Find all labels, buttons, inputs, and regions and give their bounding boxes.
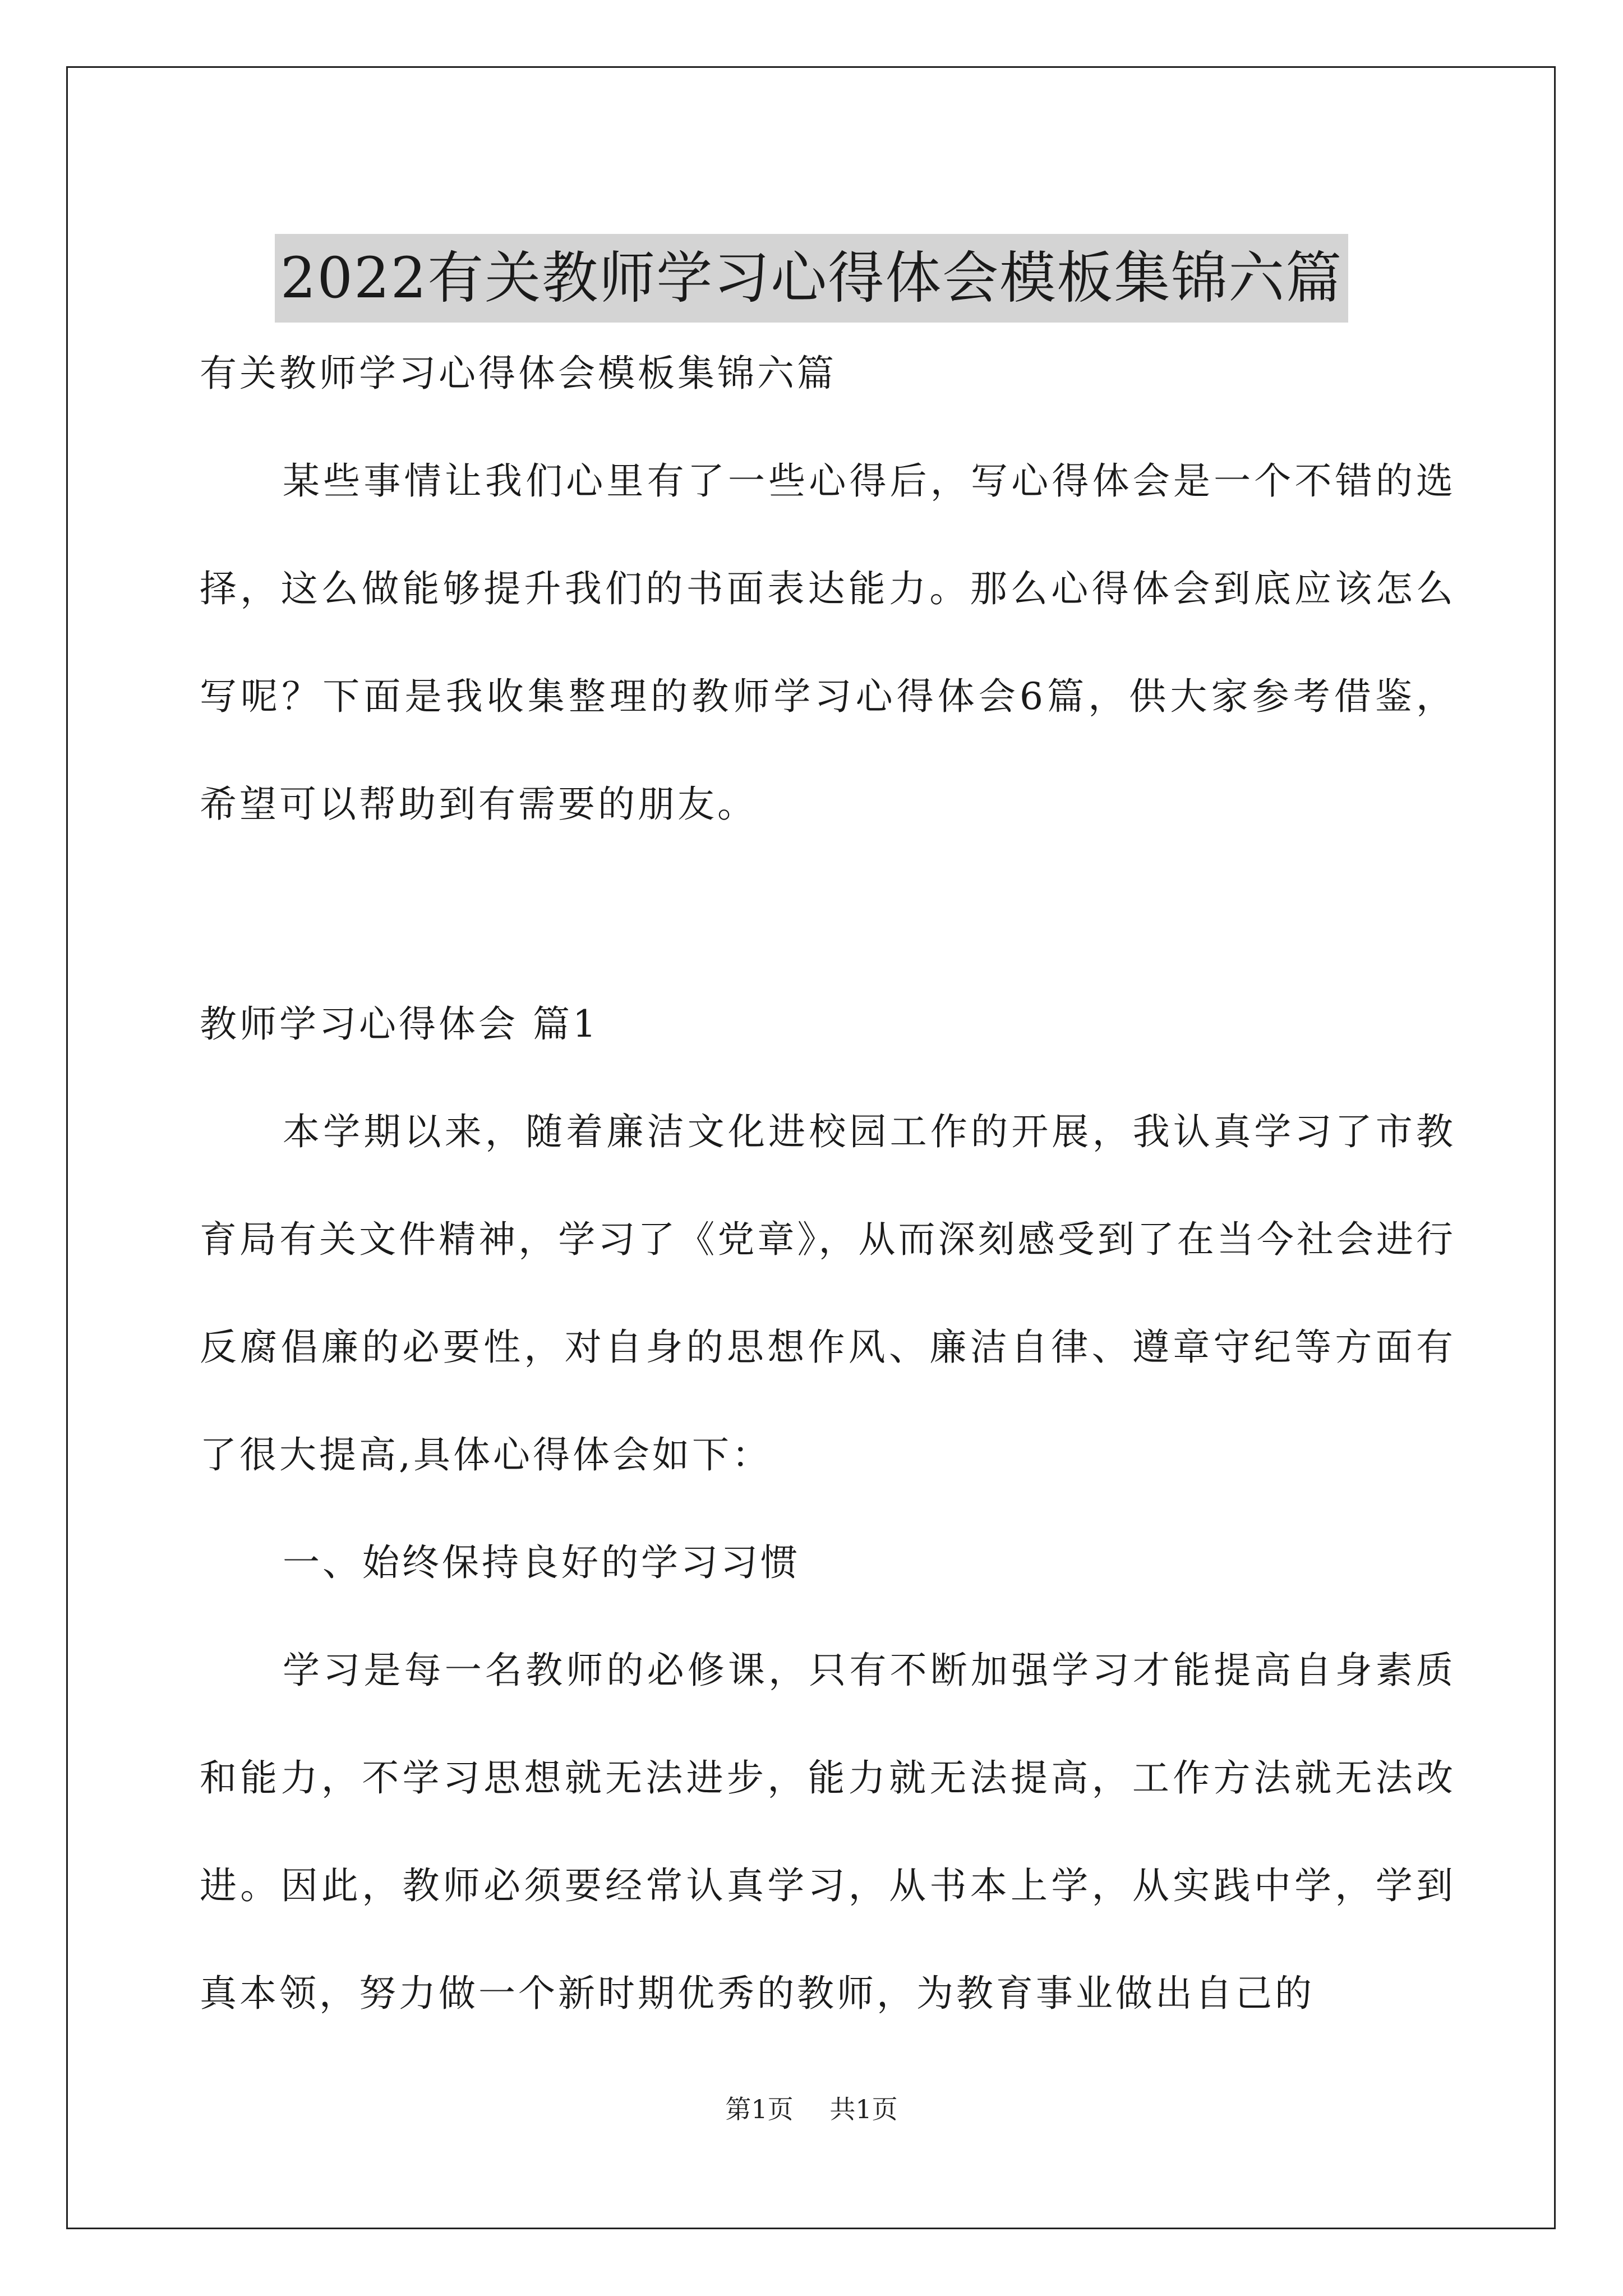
page-footer bbox=[0, 2092, 1623, 2126]
page-number-current: 第1页 bbox=[725, 2094, 794, 2124]
intro-paragraph: 某些事情让我们心里有了一些心得后，写心得体会是一个不错的选择，这么做能够提升我们的书面表达能力。那么心得体会到底应该怎么写呢？下面是我收集整理的教师学习心得体会6篇，供大家参考借鉴，希望可以帮助到有需要的朋友。 bbox=[200, 459, 1456, 826]
page-number-total: 共1页 bbox=[829, 2094, 898, 2124]
document-subtitle: 有关教师学习心得体会模板集锦六篇 bbox=[200, 352, 837, 395]
section-heading: 教师学习心得体会 篇1 bbox=[200, 1002, 599, 1046]
body-paragraph: 本学期以来，随着廉洁文化进校园工作的开展，我认真学习了市教育局有关文件精神，学习了《党章》，从而深刻感受到了在当今社会进行反腐倡廉的必要性，对自身的思想作风、廉洁自律、遵章守纪等方面有了很大提高,具体心得体会如下： bbox=[200, 1110, 1456, 1476]
document-title: 2022有关教师学习心得体会模板集锦六篇 bbox=[275, 234, 1349, 323]
document-body bbox=[200, 320, 1456, 2047]
subheading-paragraph: 一、始终保持良好的学习习惯 bbox=[283, 1541, 800, 1584]
body-paragraph: 学习是每一名教师的必修课，只有不断加强学习才能提高自身素质和能力，不学习思想就无法进步，能力就无法提高，工作方法就无法改进。因此，教师必须要经常认真学习，从书本上学，从实践中学，学到真本领，努力做一个新时期优秀的教师，为教育事业做出自己的 bbox=[200, 1649, 1456, 2015]
